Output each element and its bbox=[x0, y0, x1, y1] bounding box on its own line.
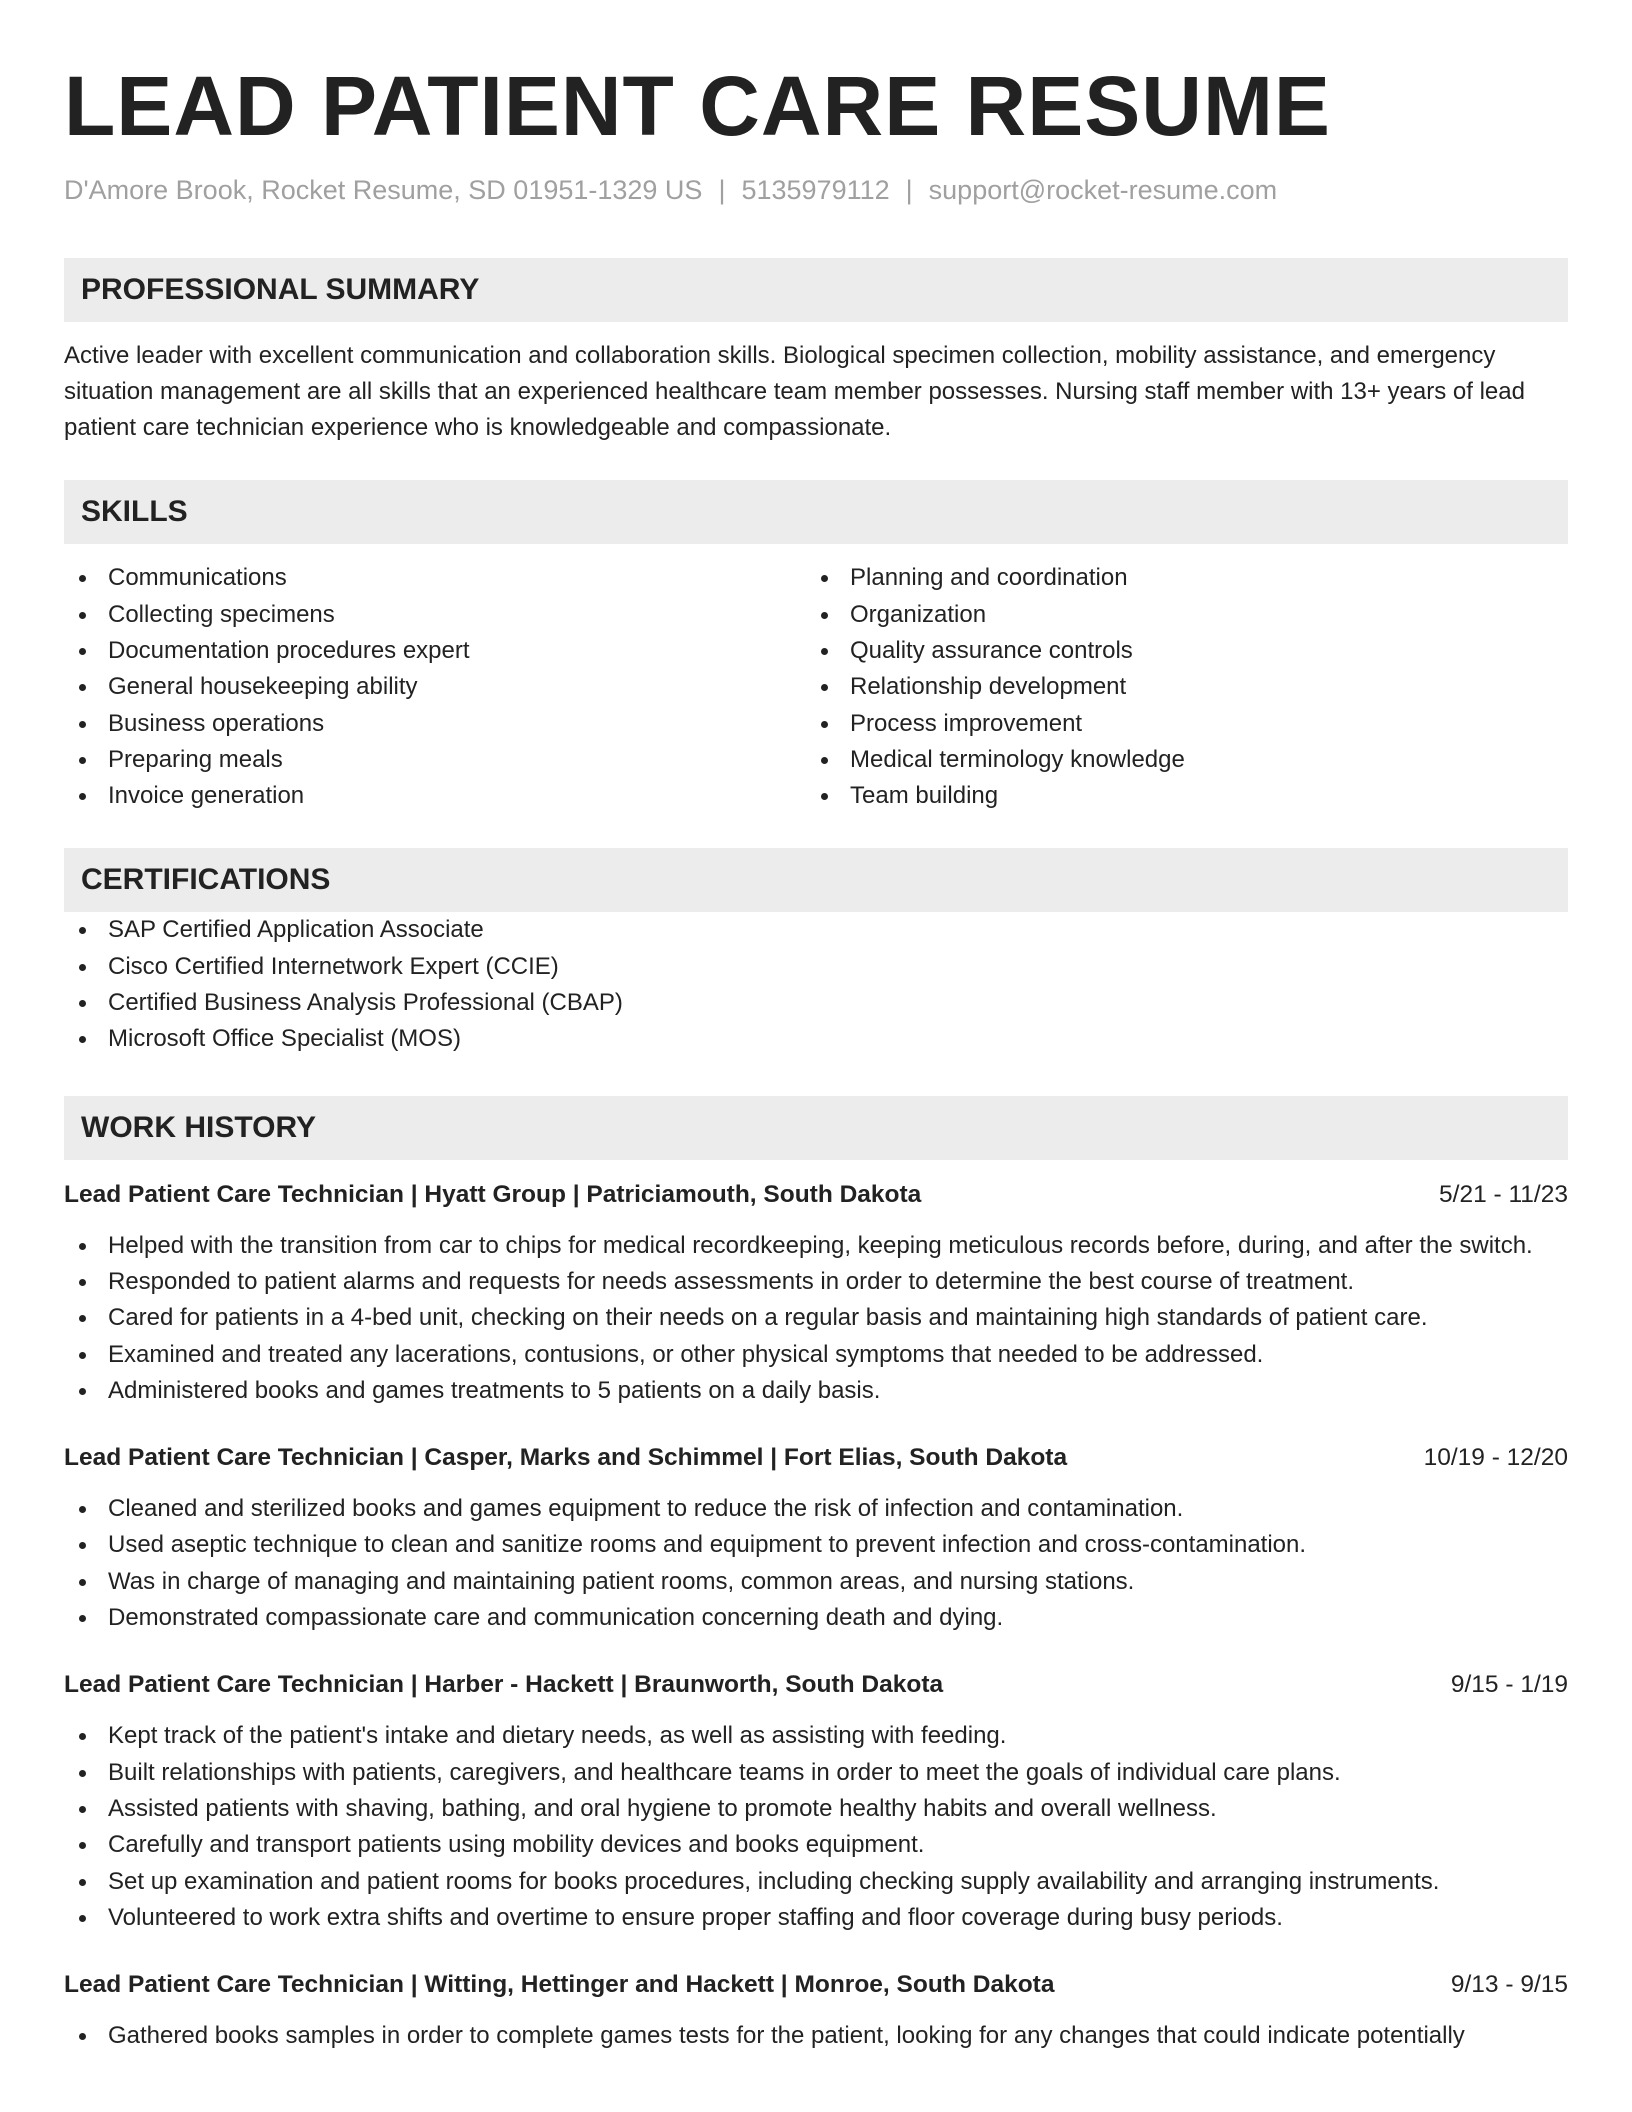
job-entry bbox=[64, 1441, 1568, 1636]
job-dates: 5/21 - 11/23 bbox=[1439, 1180, 1568, 1208]
section-header-work-history: WORK HISTORY bbox=[64, 1096, 1568, 1160]
skill-item: Documentation procedures expert bbox=[64, 633, 806, 669]
skill-item: Quality assurance controls bbox=[806, 633, 1548, 669]
job-bullet: Set up examination and patient rooms for books procedures, including checking supply availability and arranging instruments. bbox=[64, 1864, 1568, 1900]
skill-item: Team building bbox=[806, 778, 1548, 814]
skill-item: Planning and coordination bbox=[806, 560, 1548, 596]
contact-email: support@rocket-resume.com bbox=[928, 175, 1278, 205]
contact-separator: | bbox=[718, 175, 726, 205]
contact-separator: | bbox=[905, 175, 913, 205]
job-title: Lead Patient Care Technician | Harber - Hackett | Braunworth, South Dakota bbox=[64, 1671, 944, 1699]
skills-list bbox=[64, 560, 1568, 814]
skill-item: Business operations bbox=[64, 706, 806, 742]
job-bullets bbox=[64, 2018, 1568, 2054]
job-header bbox=[64, 1178, 1568, 1212]
job-bullet: Cleaned and sterilized books and games equipment to reduce the risk of infection and contamination. bbox=[64, 1491, 1568, 1527]
job-bullet: Demonstrated compassionate care and communication concerning death and dying. bbox=[64, 1600, 1568, 1636]
skill-item: Invoice generation bbox=[64, 778, 806, 814]
skill-item: General housekeeping ability bbox=[64, 669, 806, 705]
job-header bbox=[64, 1968, 1568, 2002]
job-bullet: Examined and treated any lacerations, contusions, or other physical symptoms that needed to be addressed. bbox=[64, 1337, 1568, 1373]
summary-text: Active leader with excellent communication and collaboration skills. Biological specimen collection, mobility assistance, and emergency situation management are all skills that an experienced healthcare team member possesses. Nursing staff member with 13+ years of lead patient care technician experience who is knowledgeable and compassionate. bbox=[64, 342, 1525, 442]
skill-item: Process improvement bbox=[806, 706, 1548, 742]
job-title: Lead Patient Care Technician | Casper, Marks and Schimmel | Fort Elias, South Dakota bbox=[64, 1444, 1068, 1472]
job-title: Lead Patient Care Technician | Hyatt Group | Patriciamouth, South Dakota bbox=[64, 1180, 922, 1208]
job-bullets bbox=[64, 1228, 1568, 1409]
job-bullet: Responded to patient alarms and requests for needs assessments in order to determine the best course of treatment. bbox=[64, 1264, 1568, 1300]
job-bullet: Cared for patients in a 4-bed unit, checking on their needs on a regular basis and maintaining high standards of patient care. bbox=[64, 1300, 1568, 1336]
skill-item: Collecting specimens bbox=[64, 597, 806, 633]
skill-item: Communications bbox=[64, 560, 806, 596]
skill-item: Relationship development bbox=[806, 669, 1548, 705]
job-bullets bbox=[64, 1718, 1568, 1936]
job-bullets bbox=[64, 1491, 1568, 1636]
job-bullet: Used aseptic technique to clean and sanitize rooms and equipment to prevent infection and cross-contamination. bbox=[64, 1527, 1568, 1563]
job-bullet: Volunteered to work extra shifts and overtime to ensure proper staffing and floor coverage during busy periods. bbox=[64, 1900, 1568, 1936]
section-header-certifications: CERTIFICATIONS bbox=[64, 848, 1568, 912]
contact-line bbox=[64, 174, 1568, 206]
job-bullet: Administered books and games treatments to 5 patients on a daily basis. bbox=[64, 1373, 1568, 1409]
contact-address: D'Amore Brook, Rocket Resume, SD 01951-1329 US bbox=[64, 175, 703, 205]
job-dates: 10/19 - 12/20 bbox=[1423, 1444, 1568, 1472]
certification-item: SAP Certified Application Associate bbox=[64, 912, 1568, 948]
job-header bbox=[64, 1668, 1568, 1702]
job-dates: 9/13 - 9/15 bbox=[1450, 1971, 1568, 1999]
section-header-skills: SKILLS bbox=[64, 480, 1568, 544]
job-bullet: Carefully and transport patients using mobility devices and books equipment. bbox=[64, 1827, 1568, 1863]
skills-column-left bbox=[64, 560, 806, 814]
job-bullet: Helped with the transition from car to chips for medical recordkeeping, keeping meticulous records before, during, and after the switch. bbox=[64, 1228, 1568, 1264]
certification-item: Cisco Certified Internetwork Expert (CCIE) bbox=[64, 949, 1568, 985]
skills-column-right bbox=[806, 560, 1548, 814]
certifications-list bbox=[64, 912, 1568, 1057]
certification-item: Certified Business Analysis Professional (CBAP) bbox=[64, 985, 1568, 1021]
job-bullet: Was in charge of managing and maintaining patient rooms, common areas, and nursing stations. bbox=[64, 1564, 1568, 1600]
job-entry bbox=[64, 1668, 1568, 1936]
job-dates: 9/15 - 1/19 bbox=[1450, 1671, 1568, 1699]
job-header bbox=[64, 1441, 1568, 1475]
job-title: Lead Patient Care Technician | Witting, Hettinger and Hackett | Monroe, South Dakota bbox=[64, 1971, 1055, 1999]
certification-item: Microsoft Office Specialist (MOS) bbox=[64, 1021, 1568, 1057]
resume-title: LEAD PATIENT CARE RESUME bbox=[64, 59, 1331, 153]
job-entry bbox=[64, 1968, 1568, 2054]
skill-item: Organization bbox=[806, 597, 1548, 633]
section-header-summary: PROFESSIONAL SUMMARY bbox=[64, 258, 1568, 322]
skill-item: Medical terminology knowledge bbox=[806, 742, 1548, 778]
job-bullet: Built relationships with patients, caregivers, and healthcare teams in order to meet the goals of individual care plans. bbox=[64, 1755, 1568, 1791]
contact-phone: 5135979112 bbox=[741, 175, 890, 205]
job-bullet: Assisted patients with shaving, bathing, and oral hygiene to promote healthy habits and overall wellness. bbox=[64, 1791, 1568, 1827]
job-entry bbox=[64, 1178, 1568, 1409]
skill-item: Preparing meals bbox=[64, 742, 806, 778]
job-bullet: Kept track of the patient's intake and dietary needs, as well as assisting with feeding. bbox=[64, 1718, 1568, 1754]
job-bullet: Gathered books samples in order to complete games tests for the patient, looking for any changes that could indicate potentially bbox=[64, 2018, 1568, 2054]
